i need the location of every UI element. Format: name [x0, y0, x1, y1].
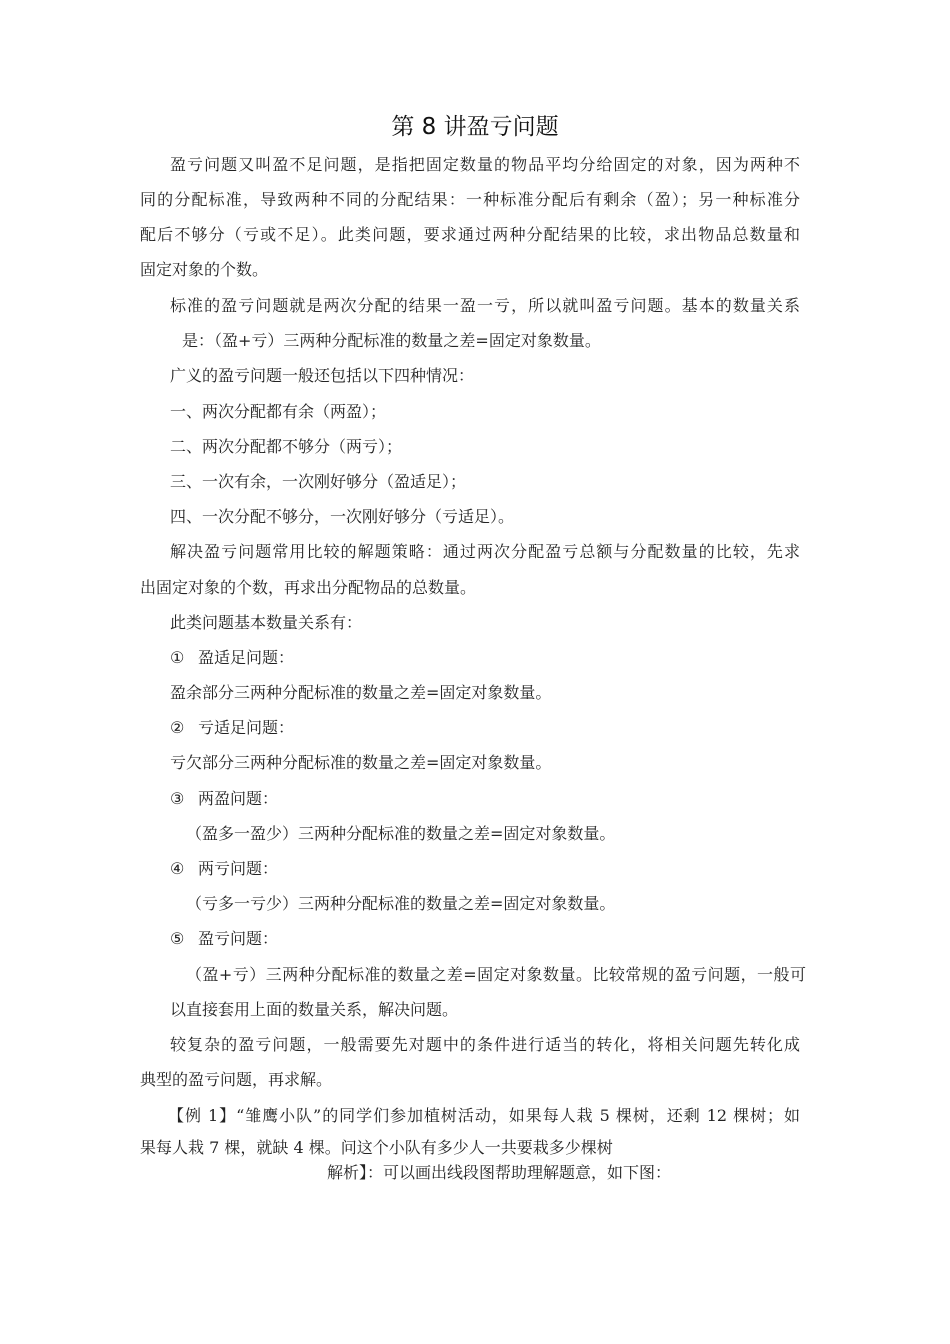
- intro-line-3: 配后不够分（亏或不足）。此类问题，要求通过两种分配结果的比较，求出物品总数量和: [140, 225, 800, 244]
- intro-line-4: 固定对象的个数。: [140, 260, 269, 279]
- item-number: ②: [170, 718, 185, 737]
- strategy-line-1: 解决盈亏问题常用比较的解题策略：通过两次分配盈亏总额与分配数量的比较，先求: [170, 542, 800, 561]
- item-number: ③: [170, 789, 185, 808]
- relation-formula-2: 亏欠部分三两种分配标准的数量之差=固定对象数量。: [170, 753, 552, 772]
- case-item-1: 一、两次分配都有余（两盈）；: [170, 402, 387, 421]
- relations-heading: 此类问题基本数量关系有：: [170, 613, 363, 632]
- item-number: ⑤: [170, 929, 185, 948]
- item-label: 盈亏问题：: [198, 929, 279, 948]
- intro-line-2: 同的分配标准，导致两种不同的分配结果：一种标准分配后有剩余（盈）；另一种标准分: [140, 190, 800, 209]
- relation-item-3: [170, 788, 278, 810]
- general-heading: 广义的盈亏问题一般还包括以下四种情况：: [170, 366, 475, 385]
- complex-line-1: 较复杂的盈亏问题，一般需要先对题中的条件进行适当的转化，将相关问题先转化成: [170, 1035, 800, 1054]
- intro-line-1: 盈亏问题又叫盈不足问题，是指把固定数量的物品平均分给固定的对象，因为两种不: [170, 155, 800, 174]
- case-item-4: 四、一次分配不够分，一次刚好够分（亏适足）。: [170, 507, 515, 526]
- example-line-2: 果每人栽 7 棵，就缺 4 棵。问这个小队有多少人一共要栽多少棵树: [140, 1138, 613, 1157]
- relation-formula-3: （盈多一盈少）三两种分配标准的数量之差=固定对象数量。: [186, 824, 616, 843]
- relation-formula-5-cont: 以直接套用上面的数量关系，解决问题。: [170, 1000, 459, 1019]
- complex-line-2: 典型的盈亏问题，再求解。: [140, 1070, 333, 1089]
- case-item-3: 三、一次有余，一次刚好够分（盈适足）；: [170, 472, 467, 491]
- relation-item-5: [170, 928, 278, 950]
- page-title: 第 8 讲盈亏问题: [391, 114, 559, 140]
- relation-item-4: [170, 858, 278, 880]
- item-label: 亏适足问题：: [198, 718, 295, 737]
- item-label: 两盈问题：: [198, 789, 279, 808]
- item-label: 两亏问题：: [198, 859, 279, 878]
- standard-line-1: 标准的盈亏问题就是两次分配的结果一盈一亏，所以就叫盈亏问题。基本的数量关系: [170, 296, 800, 315]
- relation-formula-5: （盈+亏）三两种分配标准的数量之差=固定对象数量。比较常规的盈亏问题，一般可: [186, 965, 806, 984]
- strategy-line-2: 出固定对象的个数，再求出分配物品的总数量。: [140, 578, 477, 597]
- example-line-1: 【例 1】“雏鹰小队”的同学们参加植树活动，如果每人栽 5 棵树，还剩 12 棵树；如: [168, 1106, 800, 1125]
- relation-item-1: [170, 647, 294, 669]
- item-label: 盈适足问题：: [198, 648, 295, 667]
- item-number: ④: [170, 859, 185, 878]
- case-item-2: 二、两次分配都不够分（两亏）；: [170, 437, 403, 456]
- relation-formula-1: 盈余部分三两种分配标准的数量之差=固定对象数量。: [170, 683, 552, 702]
- example-analysis: 解析】：可以画出线段图帮助理解题意，如下图：: [327, 1163, 672, 1182]
- standard-line-2: 是：（盈+亏）三两种分配标准的数量之差=固定对象数量。: [182, 331, 601, 350]
- relation-formula-4: （亏多一亏少）三两种分配标准的数量之差=固定对象数量。: [186, 894, 616, 913]
- relation-item-2: [170, 717, 294, 739]
- item-number: ①: [170, 648, 185, 667]
